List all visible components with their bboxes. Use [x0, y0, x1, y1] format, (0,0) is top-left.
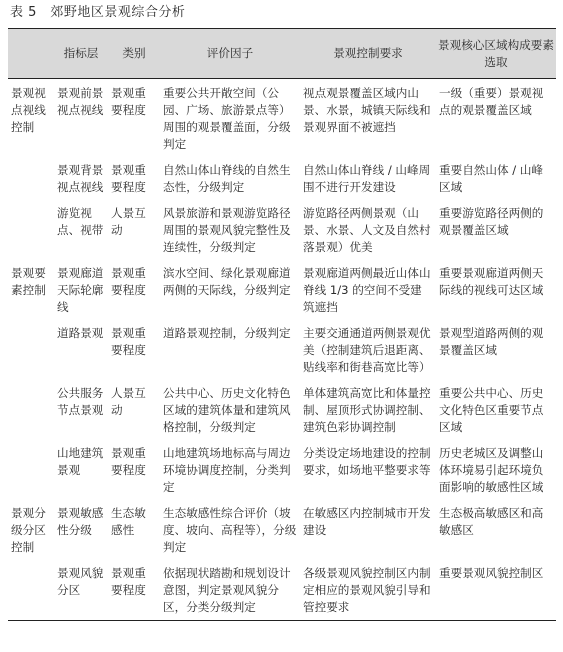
table-cell: 人景互动: [111, 386, 146, 417]
table-cell: 公共中心、历史文化特色区域的建筑体量和建筑风格控制，分级判定: [163, 386, 291, 434]
table-cell: 景观重要程度: [111, 86, 146, 117]
table-row: [8, 199, 556, 259]
table-cell: 景观重要程度: [108, 559, 160, 621]
table-cell: 单体建筑高宽比和体量控制、屋顶形式协调控制、建筑色彩协调控制: [303, 386, 431, 434]
table-row: [8, 259, 556, 319]
table-cell: 景观视点视线控制: [11, 86, 46, 134]
table-row: [8, 439, 556, 499]
table-cell: 景观分级分区控制: [11, 506, 46, 554]
table-cell: 滨水空间、绿化景观廊道两侧的天际线，分级判定: [163, 266, 291, 297]
table-cell: 自然山体山脊线 / 山峰周围不进行开发建设: [303, 163, 431, 194]
table-cell: 生态敏感性综合评价（坡度、坡向、高程等），分级判定: [163, 506, 297, 554]
table-cell: 人景互动: [111, 206, 146, 237]
table-cell: 景观廊道两侧最近山体山脊线 1/3 的空间不受建筑遮挡: [303, 266, 431, 314]
header-cell: [8, 29, 54, 79]
table-row: [8, 499, 556, 559]
table-cell: 景观背景视点视线: [57, 163, 104, 194]
table-cell: 道路景观控制，分级判定: [163, 326, 291, 340]
table-cell: 一级（重要）景观视点的观景覆盖区域: [439, 86, 544, 117]
table-cell: 景观敏感性分级: [57, 506, 104, 537]
header-cell: 类别: [108, 29, 160, 79]
table-cell: 景观前景视点视线: [57, 86, 104, 117]
table-cell: 山地建筑景观: [57, 446, 104, 477]
table-cell: 各级景观风貌控制区内制定相应的景观风貌引导和管控要求: [300, 559, 436, 621]
table-cell: 景观风貌分区: [54, 559, 108, 621]
table-row: [8, 559, 556, 621]
header-cell: 指标层: [54, 29, 108, 79]
table-cell: [8, 156, 54, 199]
table-cell: [8, 559, 54, 621]
table-cell: [8, 319, 54, 379]
table-cell: 景观要素控制: [11, 266, 46, 297]
table-cell: 重要公共中心、历史文化特色区重要节点区域: [439, 386, 544, 434]
header-cell: 景观控制要求: [300, 29, 436, 79]
table-cell: 主要交通通道两侧景观优美（控制建筑后退距离、贴线率和街巷高宽比等）: [303, 326, 431, 374]
table-cell: 生态极高敏感区和高敏感区: [439, 506, 544, 537]
table-cell: 游览路径两侧景观（山景、水景、人文及自然村落景观）优美: [303, 206, 431, 254]
table-cell: 道路景观: [57, 326, 104, 340]
table-row: [8, 319, 556, 379]
table-cell: 分类设定场地建设的控制要求，如场地平整要求等: [303, 446, 431, 477]
table-cell: 景观重要程度: [111, 446, 146, 477]
landscape-analysis-table: [8, 28, 556, 621]
table-cell: 重要公共开敞空间（公园、广场、旅游景点等）周围的观景覆盖面，分级判定: [163, 86, 291, 151]
table-cell: 景观重要程度: [111, 266, 146, 297]
table-cell: 视点观景覆盖区域内山景、水景，城镇天际线和景观界面不被遮挡: [303, 86, 431, 134]
table-cell: 重要自然山体 / 山峰区域: [439, 163, 544, 194]
table-row: [8, 79, 556, 157]
table-cell: 山地建筑场地标高与周边环境协调度控制，分类判定: [163, 446, 291, 494]
table-cell: 重要游览路径两侧的观景覆盖区域: [439, 206, 544, 237]
table-header-row: [8, 29, 556, 79]
table-cell: [8, 199, 54, 259]
header-cell: 景观核心区域构成要素选取: [436, 29, 556, 79]
table-row: [8, 156, 556, 199]
table-cell: 游览视点、视带: [57, 206, 104, 237]
table-cell: 重要景观风貌控制区: [436, 559, 556, 621]
table-cell: 景观型道路两侧的观景覆盖区域: [439, 326, 544, 357]
table-row: [8, 379, 556, 439]
table-caption: 表 5 郊野地区景观综合分析: [10, 5, 186, 20]
table-cell: 景观廊道天际轮廓线: [57, 266, 104, 314]
table-cell: 在敏感区内控制城市开发建设: [303, 506, 431, 537]
table-cell: [8, 379, 54, 439]
table-cell: 生态敏感性: [111, 506, 146, 537]
table-cell: 依据现状踏勘和规划设计意图，判定景观风貌分区，分类分级判定: [160, 559, 300, 621]
table-cell: 景观重要程度: [111, 326, 146, 357]
table-cell: 景观重要程度: [111, 163, 146, 194]
header-cell: 评价因子: [160, 29, 300, 79]
table-cell: 公共服务节点景观: [57, 386, 104, 417]
table-cell: 风景旅游和景观游览路径周围的景观风貌完整性及连续性，分级判定: [163, 206, 291, 254]
table-cell: 重要景观廊道两侧天际线的视线可达区域: [439, 266, 544, 297]
table-cell: 自然山体山脊线的自然生态性，分级判定: [163, 163, 291, 194]
table-cell: [8, 439, 54, 499]
table-cell: 历史老城区及调整山体环境易引起环境负面影响的敏感性区域: [439, 446, 544, 494]
